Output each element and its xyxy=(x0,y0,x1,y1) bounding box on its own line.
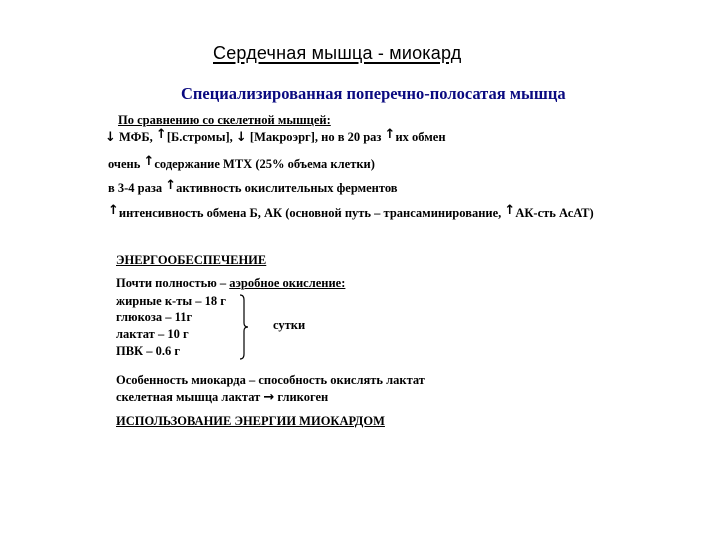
text: очень xyxy=(108,157,144,171)
energy-heading: ЭНЕРГООБЕСПЕЧЕНИЕ xyxy=(116,253,267,267)
text: АК-сть АсАТ) xyxy=(515,206,594,220)
aerobic-oxidation-text: аэробное окисление: xyxy=(229,276,346,290)
comparison-heading: По сравнению со скелетной мышцей: xyxy=(118,113,331,127)
energy-item: ПВК – 0.6 г xyxy=(116,344,181,358)
text: гликоген xyxy=(274,390,329,404)
comparison-line-4 xyxy=(108,203,594,221)
text: скелетная мышца лактат xyxy=(116,390,264,404)
arrow-down-icon: ↓ xyxy=(235,130,247,145)
brace-label: сутки xyxy=(273,318,306,332)
text: активность окислительных ферментов xyxy=(176,181,398,195)
text: Почти полностью – xyxy=(116,276,230,290)
energy-intro xyxy=(116,276,345,291)
arrow-up-icon: ↑ xyxy=(504,203,516,218)
text: интенсивность обмена Б, АК (основной путь – трансаминирование, xyxy=(118,206,505,220)
arrow-up-icon: ↑ xyxy=(143,154,155,169)
slide-subtitle: Специализированная поперечно-полосатая мышца xyxy=(181,84,566,103)
text: в 3-4 раза xyxy=(108,181,166,195)
text: [Б.стромы], xyxy=(166,130,236,144)
comparison-line-1 xyxy=(105,127,446,145)
skeletal-muscle-line xyxy=(116,390,328,405)
arrow-up-icon: ↑ xyxy=(155,127,167,142)
right-brace-icon xyxy=(238,294,252,360)
slide-title: Сердечная мышца - миокард xyxy=(213,43,462,63)
text: их обмен xyxy=(395,130,446,144)
text: [Макроэрг], но в 20 раз xyxy=(246,130,385,144)
arrow-down-icon: ↓ xyxy=(105,130,116,145)
text: МФБ, xyxy=(115,130,156,144)
arrow-right-icon: → xyxy=(263,390,275,405)
myocardium-feature: Особенность миокарда – способность окислять лактат xyxy=(116,373,425,387)
usage-heading: ИСПОЛЬЗОВАНИЕ ЭНЕРГИИ МИОКАРДОМ xyxy=(116,414,385,428)
energy-item: лактат – 10 г xyxy=(116,327,189,341)
arrow-up-icon: ↑ xyxy=(384,127,396,142)
comparison-line-3 xyxy=(108,178,398,196)
energy-item: глюкоза – 11г xyxy=(116,310,193,324)
arrow-up-icon: ↑ xyxy=(108,203,119,218)
comparison-line-2 xyxy=(108,154,375,172)
arrow-up-icon: ↑ xyxy=(165,178,177,193)
energy-item: жирные к-ты – 18 г xyxy=(116,294,226,308)
text: содержание МТХ (25% объема клетки) xyxy=(154,157,375,171)
